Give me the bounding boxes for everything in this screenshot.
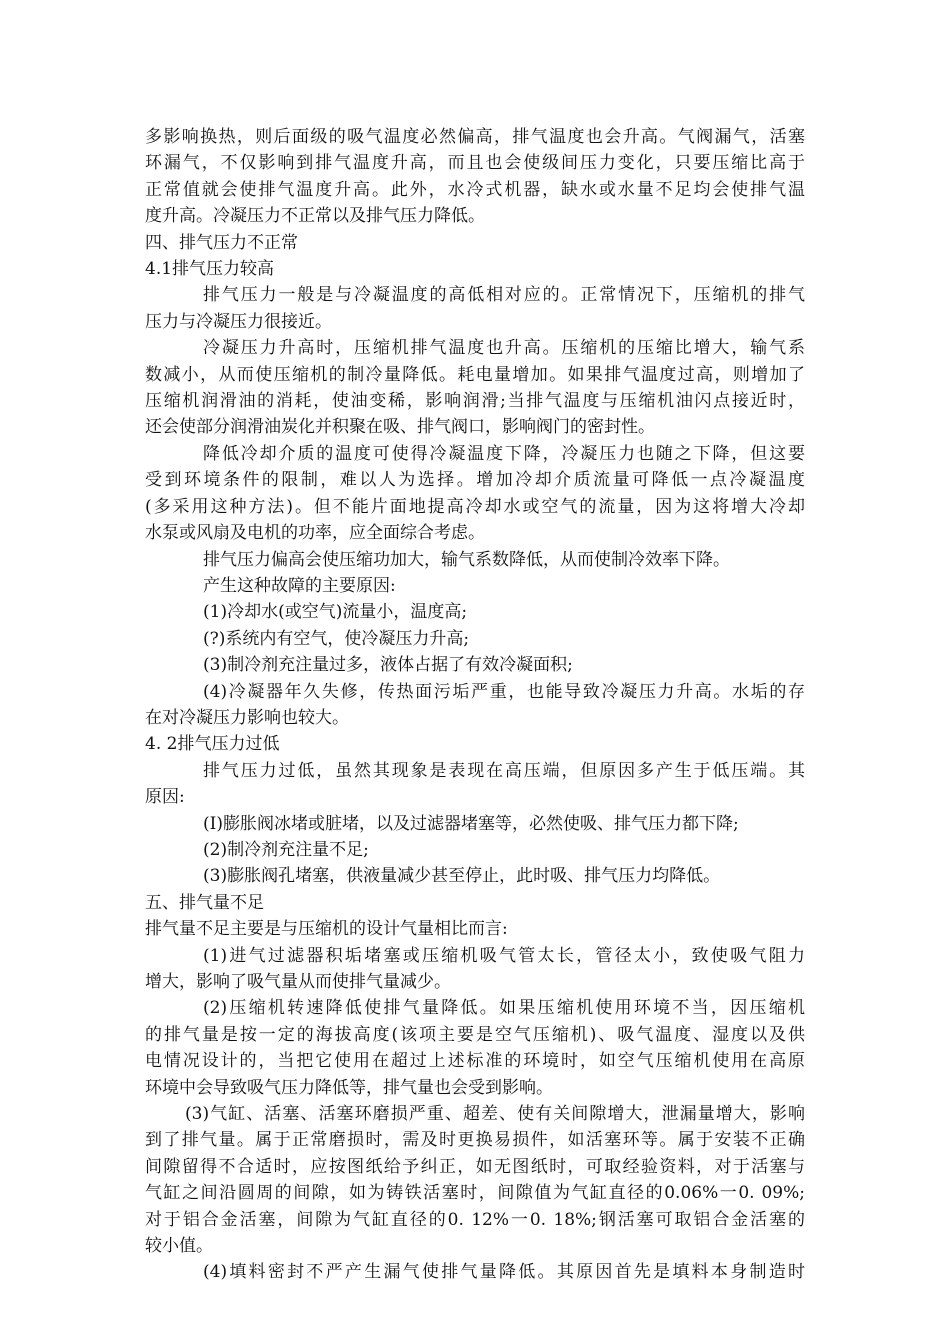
text-line: (4)填料密封不严产生漏气使排气量降低。其原因首先是填料本身制造时 xyxy=(203,1262,805,1283)
text-line: 降低冷却介质的温度可使得冷凝温度下降，冷凝压力也随之下降，但这要 xyxy=(203,443,805,464)
text-line: (2)压缩机转速降低使排气量降低。如果压缩机使用环境不当，因压缩机 xyxy=(203,998,805,1019)
text-line: 数减小，从而使压缩机的制冷量降低。耗电量增加。如果排气温度过高，则增加了 xyxy=(145,364,805,385)
text-line: 的排气量是按一定的海拔高度(该项主要是空气压缩机)、吸气温度、湿度以及供 xyxy=(145,1024,805,1045)
text-line: 环漏气，不仅影响到排气温度升高，而且也会使级间压力变化，只要压缩比高于 xyxy=(145,153,805,174)
list-item xyxy=(145,1259,805,1285)
text-line: 冷凝压力升高时，压缩机排气温度也升高。压缩机的压缩比增大，输气系 xyxy=(203,338,805,359)
subsection-heading-4-2: 4. 2排气压力过低 xyxy=(145,734,280,755)
list-item: (2)制冷剂充注量不足; xyxy=(203,839,369,860)
text-line: 环境中会导致吸气压力降低等，排气量也会受到影响。 xyxy=(145,1077,553,1098)
text-line: 排气压力一般是与冷凝温度的高低相对应的。正常情况下，压缩机的排气 xyxy=(203,285,805,306)
text-line: 受到环境条件的限制，难以人为选择。增加冷却介质流量可降低一点冷凝温度 xyxy=(145,470,805,491)
text-line: 对于铝合金活塞，间隙为气缸直径的0. 12%一0. 18%;钢活塞可取铝合金活塞的 xyxy=(145,1209,805,1230)
subsection-heading-4-1: 4.1排气压力较高 xyxy=(145,259,275,280)
text-line: 压力与冷凝压力很接近。 xyxy=(145,311,332,332)
text-line: (3)气缸、活塞、活塞环磨损严重、超差、使有关间隙增大，泄漏量增大，影响 xyxy=(185,1104,805,1125)
text-line: 到了排气量。属于正常磨损时，需及时更换易损件，如活塞环等。属于安装不正确 xyxy=(145,1130,805,1151)
paragraph-insufficient-displacement: 排气量不足主要是与压缩机的设计气量相比而言: xyxy=(145,919,508,940)
paragraph-efficiency: 排气压力偏高会使压缩功加大，输气系数降低，从而使制冷效率下降。 xyxy=(203,549,730,570)
text-line: 多影响换热，则后面级的吸气温度必然偏高，排气温度也会升高。气阀漏气，活塞 xyxy=(145,127,805,147)
paragraph-cooling-medium xyxy=(145,441,805,467)
text-line: 还会使部分润滑油炭化并积聚在吸、排气阀口，影响阀门的密封性。 xyxy=(145,417,655,438)
list-item: (I)膨胀阀冰堵或脏堵，以及过滤器堵塞等，必然使吸、排气压力都下降; xyxy=(203,813,739,834)
text-line: 较小值。 xyxy=(145,1236,213,1257)
paragraph-high-pressure-intro xyxy=(145,282,805,308)
text-line: 增大，影响了吸气量从而使排气量减少。 xyxy=(145,972,451,992)
section-heading-4: 四、排气压力不正常 xyxy=(145,232,298,253)
list-item xyxy=(145,943,805,969)
text-line: 度升高。冷凝压力不正常以及排气压力降低。 xyxy=(145,206,485,227)
text-line: 电情况设计的，当把它使用在超过上述标准的环境时，如空气压缩机使用在高原 xyxy=(145,1051,805,1072)
text-line: 气缸之间沿圆周的间隙，如为铸铁活塞时，间隙值为气缸直径的0.06%一0. 09%; xyxy=(145,1183,805,1204)
list-item: (3)膨胀阀孔堵塞，供液量减少甚至停止，此时吸、排气压力均降低。 xyxy=(203,866,721,887)
list-item xyxy=(145,679,805,705)
text-line: (1)进气过滤器积垢堵塞或压缩机吸气管太长，管径太小，致使吸气阻力 xyxy=(203,945,805,966)
paragraph-low-pressure xyxy=(145,758,805,784)
list-item: (?)系统内有空气，使冷凝压力升高; xyxy=(203,628,470,649)
text-line: 排气压力过低，虽然其现象是表现在高压端，但原因多产生于低压端。其 xyxy=(203,760,805,781)
document-page xyxy=(145,124,805,1286)
section-heading-5: 五、排气量不足 xyxy=(145,892,264,913)
list-item xyxy=(145,1101,805,1127)
text-line: (多采用这种方法)。但不能片面地提高冷却水或空气的流量，因为这将增大冷却 xyxy=(145,496,805,517)
paragraph-exhaust-temp xyxy=(145,124,805,230)
paragraph-condensing-pressure xyxy=(145,335,805,361)
text-line: 水泵或风扇及电机的功率，应全面综合考虑。 xyxy=(145,523,485,544)
text-line: (4)冷凝器年久失修，传热面污垢严重，也能导致冷凝压力升高。水垢的存 xyxy=(203,681,805,702)
text-line: 原因: xyxy=(145,787,185,808)
list-item: (1)冷却水(或空气)流量小，温度高; xyxy=(203,602,468,623)
text-line: 间隙留得不合适时，应按图纸给予纠正，如无图纸时，可取经验资料，对于活塞与 xyxy=(145,1156,805,1177)
list-item xyxy=(145,995,805,1021)
paragraph-main-causes: 产生这种故障的主要原因: xyxy=(203,575,396,596)
list-item: (3)制冷剂充注量过多，液体占据了有效冷凝面积; xyxy=(203,655,573,676)
text-line: 压缩机润滑油的消耗，使油变稀，影响润滑;当排气温度与压缩机油闪点接近时， xyxy=(145,391,805,412)
text-line: 正常值就会使排气温度升高。此外，水冷式机器，缺水或水量不足均会使排气温 xyxy=(145,179,805,200)
text-line: 在对冷凝压力影响也较大。 xyxy=(145,707,349,728)
